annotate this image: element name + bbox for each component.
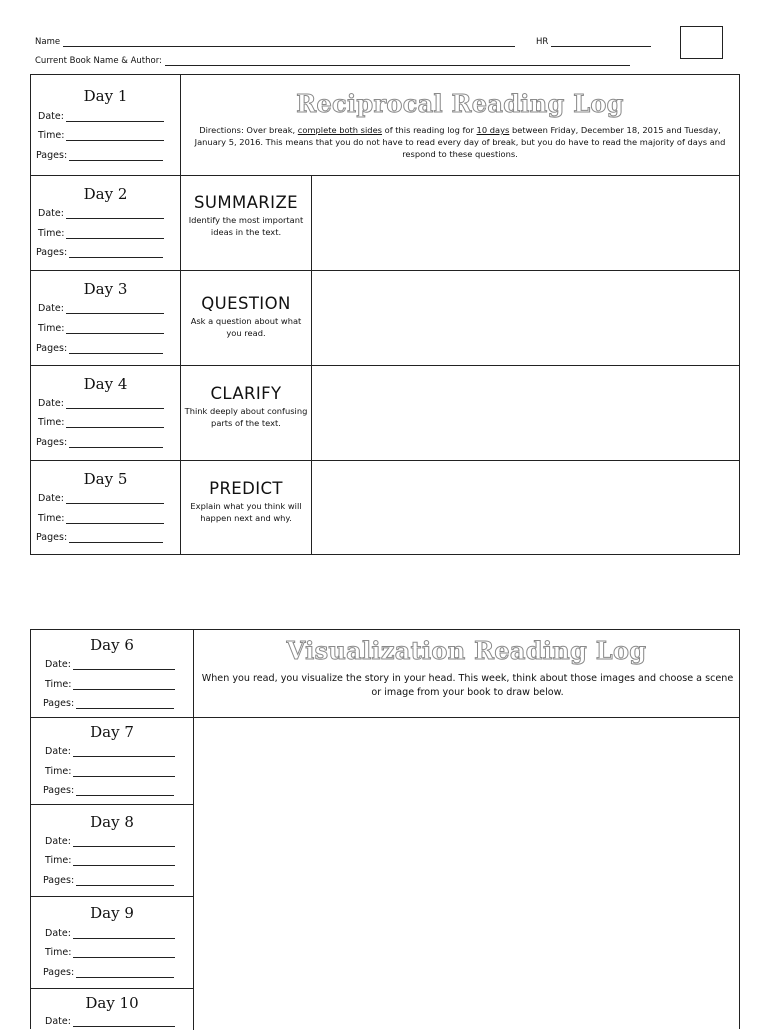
day-cell	[31, 804, 193, 896]
day-cell	[31, 175, 180, 270]
directions-text: Directions: Over break,	[199, 125, 298, 135]
date-label: Date:	[45, 659, 71, 670]
time-label: Time:	[45, 947, 72, 958]
pages-field[interactable]	[43, 698, 174, 709]
date-field[interactable]	[38, 208, 164, 219]
day-title: Day 7	[90, 723, 134, 741]
book-field[interactable]	[35, 56, 630, 66]
time-label: Time:	[45, 766, 72, 777]
time-field[interactable]	[45, 766, 175, 777]
response-area[interactable]	[312, 366, 739, 460]
date-label: Date:	[38, 493, 64, 504]
day-title: Day 10	[85, 994, 139, 1012]
date-field[interactable]	[38, 398, 164, 409]
day-cell	[31, 460, 180, 554]
pages-label: Pages:	[36, 532, 68, 543]
pages-label: Pages:	[36, 343, 68, 354]
date-field[interactable]	[45, 836, 175, 847]
date-field[interactable]	[45, 659, 175, 670]
strategy-summarize	[182, 193, 310, 238]
pages-label: Pages:	[43, 967, 75, 978]
pages-field[interactable]	[36, 532, 163, 543]
day-cell	[31, 896, 193, 988]
pages-field[interactable]	[43, 875, 174, 886]
strategy-description: Ask a question about what you read.	[190, 316, 302, 338]
time-field[interactable]	[38, 130, 164, 141]
directions: When you read, you visualize the story in your head. This week, think about those images and choose a scene or image from your book to draw below.	[201, 673, 734, 698]
time-field[interactable]	[45, 855, 175, 866]
date-field[interactable]	[45, 746, 175, 757]
time-field[interactable]	[38, 228, 164, 239]
response-area[interactable]	[312, 461, 739, 554]
directions	[184, 124, 736, 160]
day-title: Day 1	[83, 87, 128, 105]
time-label: Time:	[38, 323, 65, 334]
book-label: Current Book Name & Author:	[35, 56, 162, 66]
day-title: Day 6	[90, 636, 134, 654]
hr-field[interactable]	[536, 37, 651, 47]
visualization-reading-log	[30, 629, 740, 1029]
date-label: Date:	[45, 746, 71, 757]
pages-label: Pages:	[36, 150, 68, 161]
time-label: Time:	[38, 228, 65, 239]
date-label: Date:	[38, 398, 64, 409]
response-area[interactable]	[312, 271, 739, 365]
pages-label: Pages:	[43, 875, 75, 886]
log-title: Reciprocal Reading Log	[296, 89, 624, 118]
strategy-name: PREDICT	[209, 479, 283, 498]
response-area[interactable]	[312, 176, 739, 270]
score-box[interactable]	[680, 26, 723, 59]
day-title: Day 4	[83, 375, 128, 393]
date-field[interactable]	[45, 1016, 175, 1027]
pages-label: Pages:	[36, 437, 68, 448]
day-title: Day 5	[83, 470, 128, 488]
time-label: Time:	[38, 417, 65, 428]
strategy-clarify	[182, 384, 310, 429]
strategy-description: Explain what you think will happen next and why.	[190, 501, 302, 523]
strategy-question	[182, 294, 310, 339]
time-field[interactable]	[38, 513, 164, 524]
time-label: Time:	[38, 130, 65, 141]
time-field[interactable]	[38, 323, 164, 334]
day-cell	[31, 75, 180, 175]
time-field[interactable]	[38, 417, 164, 428]
name-label: Name	[35, 37, 61, 47]
date-label: Date:	[45, 928, 71, 939]
time-label: Time:	[45, 855, 72, 866]
directions-text: between Friday, December 18, 2015 and Tuesday, January 5, 2016. This means that you do not have to read every day of break, but you do have to read the majority of days and respond to these questions.	[194, 125, 726, 159]
date-label: Date:	[38, 303, 64, 314]
day-cell	[31, 630, 193, 717]
pages-field[interactable]	[43, 967, 174, 978]
date-label: Date:	[38, 208, 64, 219]
day-title: Day 3	[83, 280, 128, 298]
pages-label: Pages:	[43, 698, 75, 709]
time-field[interactable]	[45, 947, 175, 958]
pages-field[interactable]	[36, 150, 163, 161]
date-field[interactable]	[38, 303, 164, 314]
log-title: Visualization Reading Log	[286, 636, 647, 665]
drawing-area[interactable]	[194, 718, 739, 1030]
hr-label: HR	[536, 37, 549, 47]
date-label: Date:	[45, 836, 71, 847]
pages-field[interactable]	[36, 437, 163, 448]
pages-field[interactable]	[36, 247, 163, 258]
time-label: Time:	[38, 513, 65, 524]
directions-emphasis: complete both sides	[297, 125, 383, 135]
strategy-description: Identify the most important ideas in the text.	[188, 215, 304, 237]
reciprocal-reading-log	[30, 74, 740, 555]
directions-text: of this reading log for	[382, 125, 477, 135]
strategy-name: CLARIFY	[210, 384, 282, 403]
name-line	[63, 37, 515, 47]
strategy-name: SUMMARIZE	[194, 193, 298, 212]
date-field[interactable]	[38, 493, 164, 504]
strategy-name: QUESTION	[201, 294, 291, 313]
day-cell	[31, 365, 180, 460]
date-field[interactable]	[38, 111, 164, 122]
day-title: Day 8	[90, 813, 134, 831]
directions-emphasis: 10 days	[476, 125, 510, 135]
pages-label: Pages:	[43, 785, 75, 796]
book-line	[165, 56, 630, 66]
strategy-predict	[182, 479, 310, 524]
day-cell	[31, 270, 180, 365]
day-cell	[31, 717, 193, 804]
day-title: Day 9	[90, 904, 134, 922]
date-field[interactable]	[45, 928, 175, 939]
time-label: Time:	[45, 679, 72, 690]
date-label: Date:	[45, 1016, 71, 1027]
pages-field[interactable]	[36, 343, 163, 354]
time-field[interactable]	[45, 679, 175, 690]
day-title: Day 2	[83, 185, 128, 203]
hr-line	[551, 37, 651, 47]
strategy-description: Think deeply about confusing parts of the text.	[184, 406, 308, 428]
divider	[180, 75, 181, 554]
pages-field[interactable]	[43, 785, 174, 796]
pages-label: Pages:	[36, 247, 68, 258]
date-label: Date:	[38, 111, 64, 122]
name-field[interactable]	[35, 37, 515, 47]
